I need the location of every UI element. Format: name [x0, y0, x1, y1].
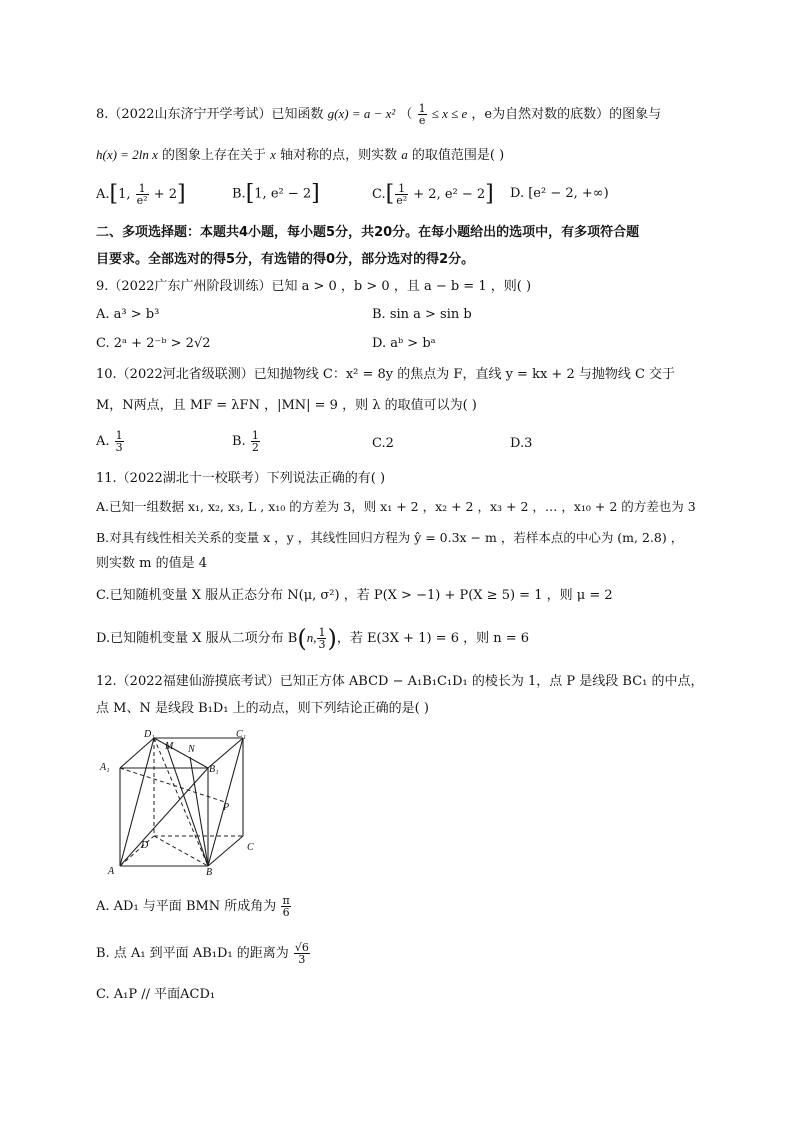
q10-option-d: D.3 [510, 436, 533, 451]
edge-b-c [208, 836, 243, 866]
q9-option-d: D. aᵇ > bᵃ [372, 336, 436, 351]
q8-text-5: 的取值范围是( ) [411, 148, 505, 163]
q11-option-b-line2: 则实数 m 的值是 4 [96, 556, 207, 571]
q9-stem: 9.（2022广东广州阶段训练）已知 a > 0 ，b > 0 ，且 a − b = 1 ，则( ) [96, 279, 532, 294]
q10-line2: M，N两点，且 MF = λFN ，|MN| = 9 ，则 λ 的取值可以为( ) [96, 398, 477, 413]
q8-option-c: C.[ $\frac{1}{\text{e²}}$ + 2, e² − 2] [372, 181, 494, 207]
q10-line1: 10.（2022河北省级联测）已知抛物线 C：x² = 8y 的焦点为 F，直线 y = kx + 2 与抛物线 C 交于 [96, 367, 676, 382]
section2-line2: 目要求。全部选对的得5分，有选错的得0分，部分选对的得2分。 [96, 252, 475, 267]
label-d: D [141, 840, 149, 851]
q8-opt-a-label: A. [96, 187, 110, 202]
q11-opt-d-text-2: ，若 E(3X + 1) = 6 ，则 n = 6 [336, 631, 530, 646]
label-d1: D₁ [144, 729, 155, 740]
q8-var-a: a [401, 147, 408, 162]
edge-b-n [190, 757, 208, 866]
q11-option-d: D.已知随机变量 X 服从二项分布 B(n, $\frac{1}{3}$ )，若 E(3X + 1) = 6 ，则 n = 6 [96, 624, 530, 653]
q10-opt-a-frac: $\frac{1}{3}$ [115, 429, 123, 454]
label-m: M [165, 741, 174, 752]
edge-d1-b1 [154, 738, 208, 768]
q12-opt-a-frac: $\frac{\pi}{6}$ [282, 894, 290, 919]
q8-function-h: h(x) = 2ln x [96, 147, 158, 162]
q10-option-a [96, 430, 125, 453]
q12-option-c: C. A₁P // 平面ACD₁ [96, 987, 216, 1002]
q8-text: 8.（2022山东济宁开学考试）已知函数 [96, 107, 324, 122]
q8-opt-d-value: [e² − 2, +∞) [528, 186, 609, 201]
q9-option-c: C. 2ᵃ + 2⁻ᵇ > 2√2 [96, 336, 211, 351]
label-n: N [188, 744, 195, 755]
edge-a1-d1 [120, 738, 154, 768]
edge-a-d-hidden [120, 836, 154, 866]
label-c: C [247, 842, 254, 853]
q8-line1 [96, 103, 704, 126]
q12-cube-diagram [96, 726, 266, 876]
q11-option-b-line1: B.对具有线性相关关系的变量 x ，y ，其线性回归方程为 ŷ = 0.3x − m ，若样本点的中心为 (m, 2.8) ， [96, 530, 684, 545]
edge-b-m [166, 744, 208, 866]
edge-d-b-hidden [154, 836, 208, 866]
q12-opt-b-text: B. 点 A₁ 到平面 AB₁D₁ 的距离为 [96, 946, 289, 961]
q12-option-a [96, 895, 292, 918]
q8-function-g: g(x) = a − x² [327, 106, 396, 121]
q11-stem: 11.（2022湖北十一校联考）下列说法正确的有( ) [96, 471, 386, 486]
q8-option-b: B.[1, e² − 2] [232, 181, 320, 206]
q8-line2 [96, 144, 704, 167]
q12-line1: 12.（2022福建仙游摸底考试）已知正方体 ABCD − A₁B₁C₁D₁ 的棱长为 1，点 P 是线段 BC₁ 的中点， [96, 674, 704, 689]
q10-opt-a-label: A. [96, 434, 110, 449]
q12-line2: 点 M、N 是线段 B₁D₁ 上的动点，则下列结论正确的是( ) [96, 701, 429, 716]
q10-option-c: C.2 [372, 436, 394, 451]
q12-opt-a-text: A. AD₁ 与平面 BMN 所成角为 [96, 899, 277, 914]
q9-option-b: B. sin a > sin b [372, 307, 472, 322]
label-p: P [223, 802, 230, 813]
q8-var-x: x [270, 147, 276, 162]
label-a: A [108, 866, 115, 876]
edge-d1-b-hidden [154, 738, 208, 866]
label-c1: C₁ [236, 729, 247, 740]
q11-opt-d-text: D.已知随机变量 X 服从二项分布 B [96, 631, 298, 646]
q8-text-4: 轴对称的点，则实数 [280, 148, 398, 163]
q8-paren: （ [399, 107, 413, 122]
label-b: B [206, 867, 213, 876]
q8-frac-1-over-e: $\frac{1}{e}$ [418, 102, 426, 127]
q9-option-a: A. a³ > b³ [96, 307, 160, 322]
q11-option-c: C.已知随机变量 X 服从正态分布 N(μ, σ²) ，若 P(X > −1) + P(X ≥ 5) = 1 ，则 μ = 2 [96, 588, 613, 603]
q8-opt-d-label: D. [510, 186, 525, 201]
q8-opt-b-label: B. [232, 186, 246, 202]
q8-opt-c-label: C. [372, 187, 386, 202]
section2-line1: 二、多项选择题：本题共4小题，每小题5分，共20分。在每小题给出的选项中，有多项符合题 [96, 225, 640, 240]
label-b1: B₁ [209, 764, 219, 775]
q8-text-2: ，e为自然对数的底数）的图象与 [471, 107, 662, 122]
q10-opt-b-label: B. [232, 434, 246, 449]
label-a1: A₁ [100, 762, 110, 773]
q10-option-b [232, 430, 261, 453]
q8-option-d [510, 183, 609, 205]
q8-domain: ≤ x ≤ e [431, 106, 468, 121]
q10-opt-b-frac: $\frac{1}{2}$ [251, 429, 259, 454]
q12-opt-b-frac: $\frac{√6}{3}$ [294, 941, 309, 966]
q11-option-a: A.已知一组数据 x₁, x₂, x₃, L , x₁₀ 的方差为 3，则 x₁ + 2 ，x₂ + 2 ，x₃ + 2 ，… ，x₁₀ + 2 的方差也为 3 [96, 499, 696, 514]
q8-option-a: A.[1, $\frac{1}{\text{e²}}$ + 2] [96, 181, 186, 207]
q12-option-b [96, 942, 311, 965]
q8-text-3: 的图象上存在关于 [161, 148, 266, 163]
